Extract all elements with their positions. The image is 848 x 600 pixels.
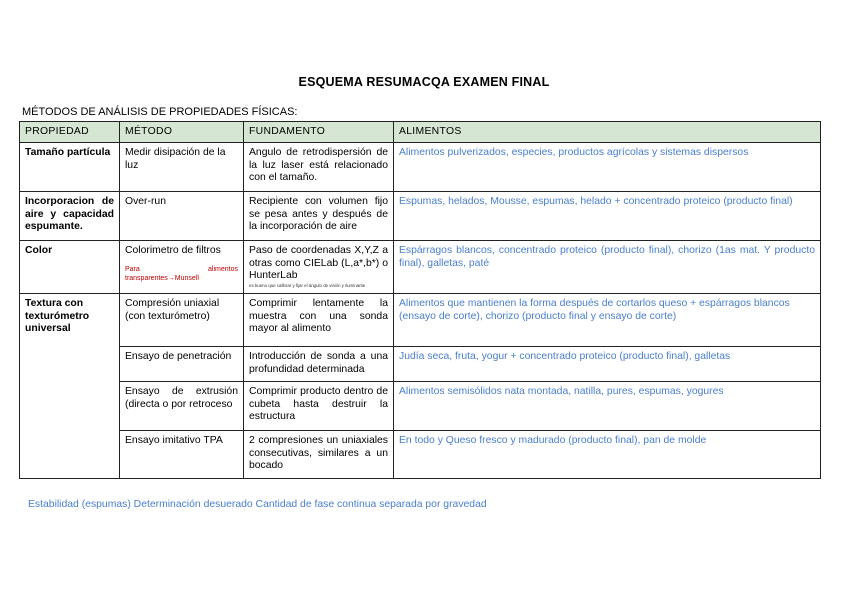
cell-fundamento: Introducción de sonda a una profundidad determinada [244, 347, 394, 382]
cell-metodo [120, 241, 244, 294]
cell-alimentos: Espumas, helados, Mousse, espumas, helado + concentrado proteico (producto final) [394, 192, 821, 241]
cell-fundamento: Recipiente con volumen fijo se pesa antes y después de la incorporación de aire [244, 192, 394, 241]
cell-fundamento [244, 241, 394, 294]
table-row [20, 192, 821, 241]
cell-propiedad: Color [20, 241, 120, 294]
cell-alimentos: En todo y Queso fresco y madurado (producto final), pan de molde [394, 431, 821, 479]
cell-alimentos: Alimentos pulverizados, especies, productos agrícolas y sistemas dispersos [394, 143, 821, 192]
cell-metodo: Ensayo de extrusión (directa o por retroceso [120, 382, 244, 431]
metodo-text: Colorimetro de filtros [125, 245, 221, 256]
footer-note: Estabilidad (espumas) Determinación desuerado Cantidad de fase continua separada por gravedad [28, 499, 487, 510]
cell-propiedad: Incorporacion de aire y capacidad espumante. [20, 192, 120, 241]
header-propiedad: PROPIEDAD [20, 122, 120, 143]
table-row [20, 431, 821, 479]
header-fundamento: FUNDAMENTO [244, 122, 394, 143]
section-subtitle: MÉTODOS DE ANÁLISIS DE PROPIEDADES FÍSICAS: [22, 106, 298, 118]
cell-propiedad: Textura con texturómetro universal [20, 294, 120, 479]
cell-metodo: Ensayo imitativo TPA [120, 431, 244, 479]
cell-fundamento: Angulo de retrodispersión de la luz laser está relacionado con el tamaño. [244, 143, 394, 192]
table-row [20, 294, 821, 347]
methods-table [19, 121, 821, 479]
header-metodo: MÉTODO [120, 122, 244, 143]
cell-metodo: Ensayo de penetración [120, 347, 244, 382]
cell-metodo: Medir disipación de la luz [120, 143, 244, 192]
fundamento-note: es bueno que calibrar y fijar el ángulo de visión y iluminante [249, 282, 366, 288]
cell-fundamento: 2 compresiones un uniaxiales consecutivas, similares a un bocado [244, 431, 394, 479]
cell-alimentos: Judía seca, fruta, yogur + concentrado proteico (producto final), galletas [394, 347, 821, 382]
table-row [20, 347, 821, 382]
cell-alimentos: Alimentos que mantienen la forma después de cortarlos queso + espárragos blancos (ensayo de corte), chorizo (producto final y ensayo de corte) [394, 294, 821, 347]
fundamento-text: Paso de coordenadas X,Y,Z a otras como CIELab (L,a*,b*) o HunterLab [249, 245, 388, 281]
cell-fundamento: Comprimir lentamente la muestra con una sonda mayor al alimento [244, 294, 394, 347]
cell-metodo: Over-run [120, 192, 244, 241]
note-right: alimentos [208, 265, 238, 273]
note-left: Para transparentes→Munsell [125, 265, 199, 282]
table-header-row [20, 122, 821, 143]
table-row [20, 241, 821, 294]
cell-propiedad: Tamaño partícula [20, 143, 120, 192]
table-row [20, 143, 821, 192]
cell-metodo: Compresión uniaxial (con texturómetro) [120, 294, 244, 347]
cell-fundamento: Comprimir producto dentro de cubeta hasta destruir la estructura [244, 382, 394, 431]
document-title: ESQUEMA RESUMACQA EXAMEN FINAL [298, 75, 550, 89]
cell-alimentos: Espárragos blancos, concentrado proteico (producto final), chorizo (1as mat. Y producto final), galletas, paté [394, 241, 821, 294]
cell-alimentos: Alimentos semisólidos nata montada, natilla, pures, espumas, yogures [394, 382, 821, 431]
header-alimentos: ALIMENTOS [394, 122, 821, 143]
table-row [20, 382, 821, 431]
handwritten-note [125, 265, 238, 283]
